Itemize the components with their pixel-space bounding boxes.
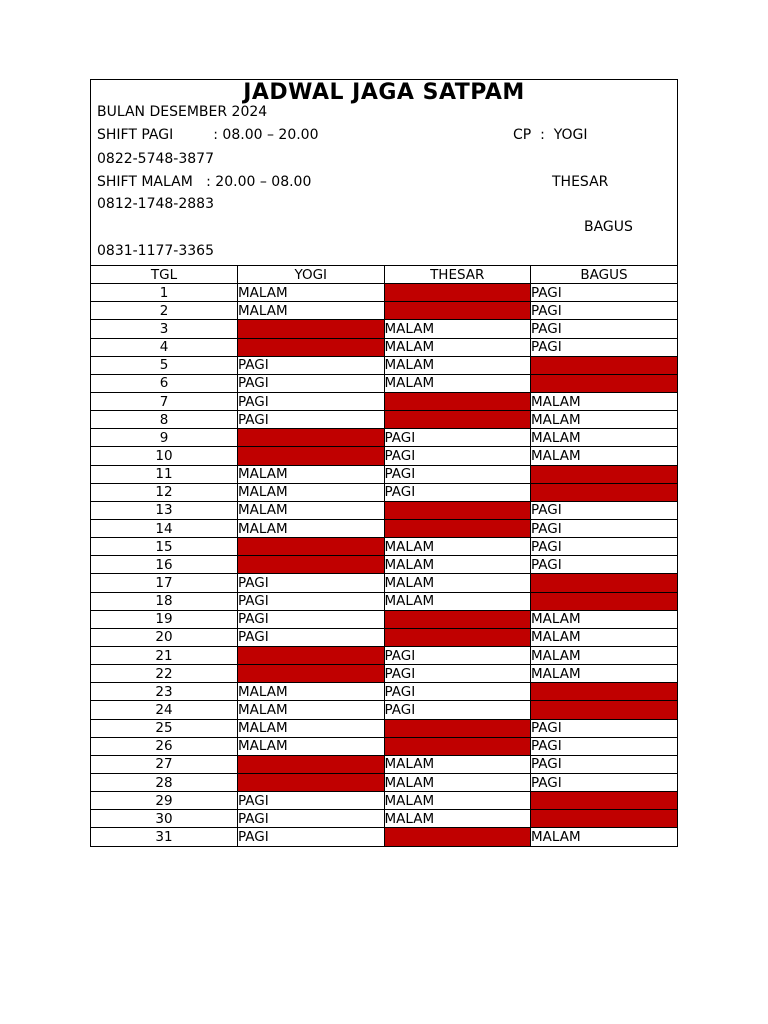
- date-cell: 29: [91, 792, 238, 810]
- date-cell: 22: [91, 665, 238, 683]
- shift-cell-yogi: MALAM: [238, 737, 385, 755]
- date-cell: 18: [91, 592, 238, 610]
- date-cell: 13: [91, 501, 238, 519]
- shift-cell-thesar: PAGI: [384, 683, 531, 701]
- shift-cell-thesar: MALAM: [384, 320, 531, 338]
- shift-cell-thesar: MALAM: [384, 556, 531, 574]
- table-row: [91, 755, 677, 773]
- off-day-cell-bagus: [531, 792, 678, 810]
- off-day-cell-bagus: [531, 592, 678, 610]
- table-row: [91, 392, 677, 410]
- off-day-cell-thesar: [384, 610, 531, 628]
- table-row: [91, 465, 677, 483]
- shift-cell-bagus: PAGI: [531, 755, 678, 773]
- date-cell: 20: [91, 628, 238, 646]
- contact-person-label: CP : YOGI: [513, 127, 588, 143]
- off-day-cell-thesar: [384, 628, 531, 646]
- table-row: [91, 284, 677, 302]
- date-cell: 19: [91, 610, 238, 628]
- shift-cell-thesar: MALAM: [384, 338, 531, 356]
- date-cell: 4: [91, 338, 238, 356]
- shift-cell-yogi: PAGI: [238, 792, 385, 810]
- date-cell: 5: [91, 356, 238, 374]
- table-row: [91, 501, 677, 519]
- shift-cell-yogi: PAGI: [238, 828, 385, 846]
- table-row: [91, 411, 677, 429]
- shift-cell-yogi: PAGI: [238, 374, 385, 392]
- date-cell: 10: [91, 447, 238, 465]
- shift-cell-yogi: PAGI: [238, 356, 385, 374]
- page-title: JADWAL JAGA SATPAM: [243, 80, 525, 105]
- date-cell: 21: [91, 646, 238, 664]
- table-header-row: [91, 266, 677, 284]
- off-day-cell-bagus: [531, 574, 678, 592]
- column-header-tgl: TGL: [91, 266, 238, 284]
- month-label: BULAN DESEMBER 2024: [97, 104, 268, 120]
- shift-cell-yogi: MALAM: [238, 284, 385, 302]
- off-day-cell-bagus: [531, 465, 678, 483]
- schedule-table: [91, 266, 677, 846]
- shift-cell-thesar: MALAM: [384, 538, 531, 556]
- table-row: [91, 356, 677, 374]
- date-cell: 23: [91, 683, 238, 701]
- table-row: [91, 683, 677, 701]
- table-row: [91, 519, 677, 537]
- table-row: [91, 320, 677, 338]
- shift-cell-thesar: MALAM: [384, 810, 531, 828]
- shift-cell-bagus: MALAM: [531, 447, 678, 465]
- phone-number-1: 0822-5748-3877: [97, 151, 214, 167]
- off-day-cell-thesar: [384, 519, 531, 537]
- shift-cell-thesar: MALAM: [384, 773, 531, 791]
- off-day-cell-thesar: [384, 501, 531, 519]
- column-header-bagus: BAGUS: [531, 266, 678, 284]
- date-cell: 30: [91, 810, 238, 828]
- off-day-cell-bagus: [531, 810, 678, 828]
- shift-cell-bagus: PAGI: [531, 501, 678, 519]
- table-row: [91, 737, 677, 755]
- shift-cell-thesar: MALAM: [384, 356, 531, 374]
- off-day-cell-yogi: [238, 646, 385, 664]
- schedule-sheet: [90, 79, 678, 847]
- contact-person-name-3: BAGUS: [584, 219, 633, 235]
- column-header-thesar: THESAR: [384, 266, 531, 284]
- off-day-cell-thesar: [384, 302, 531, 320]
- shift-cell-thesar: PAGI: [384, 447, 531, 465]
- date-cell: 25: [91, 719, 238, 737]
- off-day-cell-thesar: [384, 737, 531, 755]
- off-day-cell-yogi: [238, 755, 385, 773]
- table-row: [91, 719, 677, 737]
- table-row: [91, 338, 677, 356]
- shift-cell-yogi: MALAM: [238, 701, 385, 719]
- shift-cell-bagus: PAGI: [531, 773, 678, 791]
- off-day-cell-bagus: [531, 483, 678, 501]
- date-cell: 15: [91, 538, 238, 556]
- shift-cell-thesar: PAGI: [384, 701, 531, 719]
- off-day-cell-yogi: [238, 773, 385, 791]
- date-cell: 12: [91, 483, 238, 501]
- shift-cell-bagus: MALAM: [531, 429, 678, 447]
- table-row: [91, 810, 677, 828]
- table-row: [91, 302, 677, 320]
- phone-number-2: 0812-1748-2883: [97, 196, 214, 212]
- off-day-cell-yogi: [238, 538, 385, 556]
- date-cell: 17: [91, 574, 238, 592]
- off-day-cell-yogi: [238, 556, 385, 574]
- date-cell: 31: [91, 828, 238, 846]
- shift-cell-thesar: MALAM: [384, 792, 531, 810]
- shift-cell-thesar: PAGI: [384, 646, 531, 664]
- table-row: [91, 792, 677, 810]
- off-day-cell-bagus: [531, 374, 678, 392]
- date-cell: 28: [91, 773, 238, 791]
- table-row: [91, 828, 677, 846]
- date-cell: 24: [91, 701, 238, 719]
- shift-cell-yogi: PAGI: [238, 592, 385, 610]
- shift-cell-yogi: MALAM: [238, 465, 385, 483]
- shift-cell-yogi: PAGI: [238, 411, 385, 429]
- table-row: [91, 610, 677, 628]
- shift-cell-bagus: MALAM: [531, 392, 678, 410]
- shift-cell-yogi: MALAM: [238, 683, 385, 701]
- shift-cell-thesar: PAGI: [384, 429, 531, 447]
- shift-cell-thesar: PAGI: [384, 483, 531, 501]
- shift-cell-yogi: MALAM: [238, 483, 385, 501]
- shift-cell-bagus: PAGI: [531, 719, 678, 737]
- table-row: [91, 773, 677, 791]
- off-day-cell-yogi: [238, 429, 385, 447]
- off-day-cell-thesar: [384, 392, 531, 410]
- shift-cell-bagus: PAGI: [531, 284, 678, 302]
- off-day-cell-yogi: [238, 665, 385, 683]
- shift-cell-yogi: MALAM: [238, 719, 385, 737]
- off-day-cell-bagus: [531, 683, 678, 701]
- schedule-header: [91, 80, 677, 266]
- shift-cell-thesar: MALAM: [384, 755, 531, 773]
- shift-malam-label: SHIFT MALAM : 20.00 – 08.00: [97, 174, 312, 190]
- shift-cell-thesar: PAGI: [384, 665, 531, 683]
- shift-pagi-label: SHIFT PAGI : 08.00 – 20.00: [97, 127, 319, 143]
- off-day-cell-yogi: [238, 320, 385, 338]
- table-row: [91, 447, 677, 465]
- table-row: [91, 701, 677, 719]
- shift-cell-thesar: MALAM: [384, 592, 531, 610]
- shift-cell-bagus: MALAM: [531, 411, 678, 429]
- table-row: [91, 665, 677, 683]
- table-row: [91, 574, 677, 592]
- shift-cell-yogi: PAGI: [238, 392, 385, 410]
- off-day-cell-thesar: [384, 284, 531, 302]
- shift-cell-yogi: MALAM: [238, 519, 385, 537]
- table-body: [91, 284, 677, 846]
- date-cell: 6: [91, 374, 238, 392]
- shift-cell-thesar: MALAM: [384, 574, 531, 592]
- date-cell: 9: [91, 429, 238, 447]
- shift-cell-bagus: MALAM: [531, 665, 678, 683]
- table-row: [91, 646, 677, 664]
- date-cell: 1: [91, 284, 238, 302]
- date-cell: 2: [91, 302, 238, 320]
- shift-cell-yogi: PAGI: [238, 574, 385, 592]
- shift-cell-yogi: MALAM: [238, 501, 385, 519]
- date-cell: 3: [91, 320, 238, 338]
- table-row: [91, 592, 677, 610]
- phone-number-3: 0831-1177-3365: [97, 243, 214, 259]
- shift-cell-bagus: PAGI: [531, 320, 678, 338]
- table-row: [91, 429, 677, 447]
- shift-cell-thesar: MALAM: [384, 374, 531, 392]
- table-row: [91, 556, 677, 574]
- shift-cell-bagus: MALAM: [531, 628, 678, 646]
- shift-cell-bagus: PAGI: [531, 519, 678, 537]
- shift-cell-yogi: PAGI: [238, 810, 385, 828]
- column-header-yogi: YOGI: [238, 266, 385, 284]
- date-cell: 16: [91, 556, 238, 574]
- date-cell: 8: [91, 411, 238, 429]
- date-cell: 11: [91, 465, 238, 483]
- off-day-cell-bagus: [531, 701, 678, 719]
- off-day-cell-thesar: [384, 411, 531, 429]
- off-day-cell-yogi: [238, 338, 385, 356]
- shift-cell-thesar: PAGI: [384, 465, 531, 483]
- shift-cell-bagus: MALAM: [531, 610, 678, 628]
- off-day-cell-thesar: [384, 828, 531, 846]
- contact-person-name-2: THESAR: [552, 174, 609, 190]
- shift-cell-yogi: PAGI: [238, 610, 385, 628]
- shift-cell-bagus: PAGI: [531, 556, 678, 574]
- table-row: [91, 374, 677, 392]
- shift-cell-bagus: MALAM: [531, 646, 678, 664]
- off-day-cell-bagus: [531, 356, 678, 374]
- shift-cell-bagus: PAGI: [531, 338, 678, 356]
- table-row: [91, 483, 677, 501]
- shift-cell-bagus: MALAM: [531, 828, 678, 846]
- shift-cell-yogi: MALAM: [238, 302, 385, 320]
- shift-cell-bagus: PAGI: [531, 737, 678, 755]
- date-cell: 7: [91, 392, 238, 410]
- date-cell: 14: [91, 519, 238, 537]
- off-day-cell-yogi: [238, 447, 385, 465]
- table-row: [91, 628, 677, 646]
- shift-cell-yogi: PAGI: [238, 628, 385, 646]
- table-row: [91, 538, 677, 556]
- shift-cell-bagus: PAGI: [531, 302, 678, 320]
- date-cell: 26: [91, 737, 238, 755]
- date-cell: 27: [91, 755, 238, 773]
- shift-cell-bagus: PAGI: [531, 538, 678, 556]
- off-day-cell-thesar: [384, 719, 531, 737]
